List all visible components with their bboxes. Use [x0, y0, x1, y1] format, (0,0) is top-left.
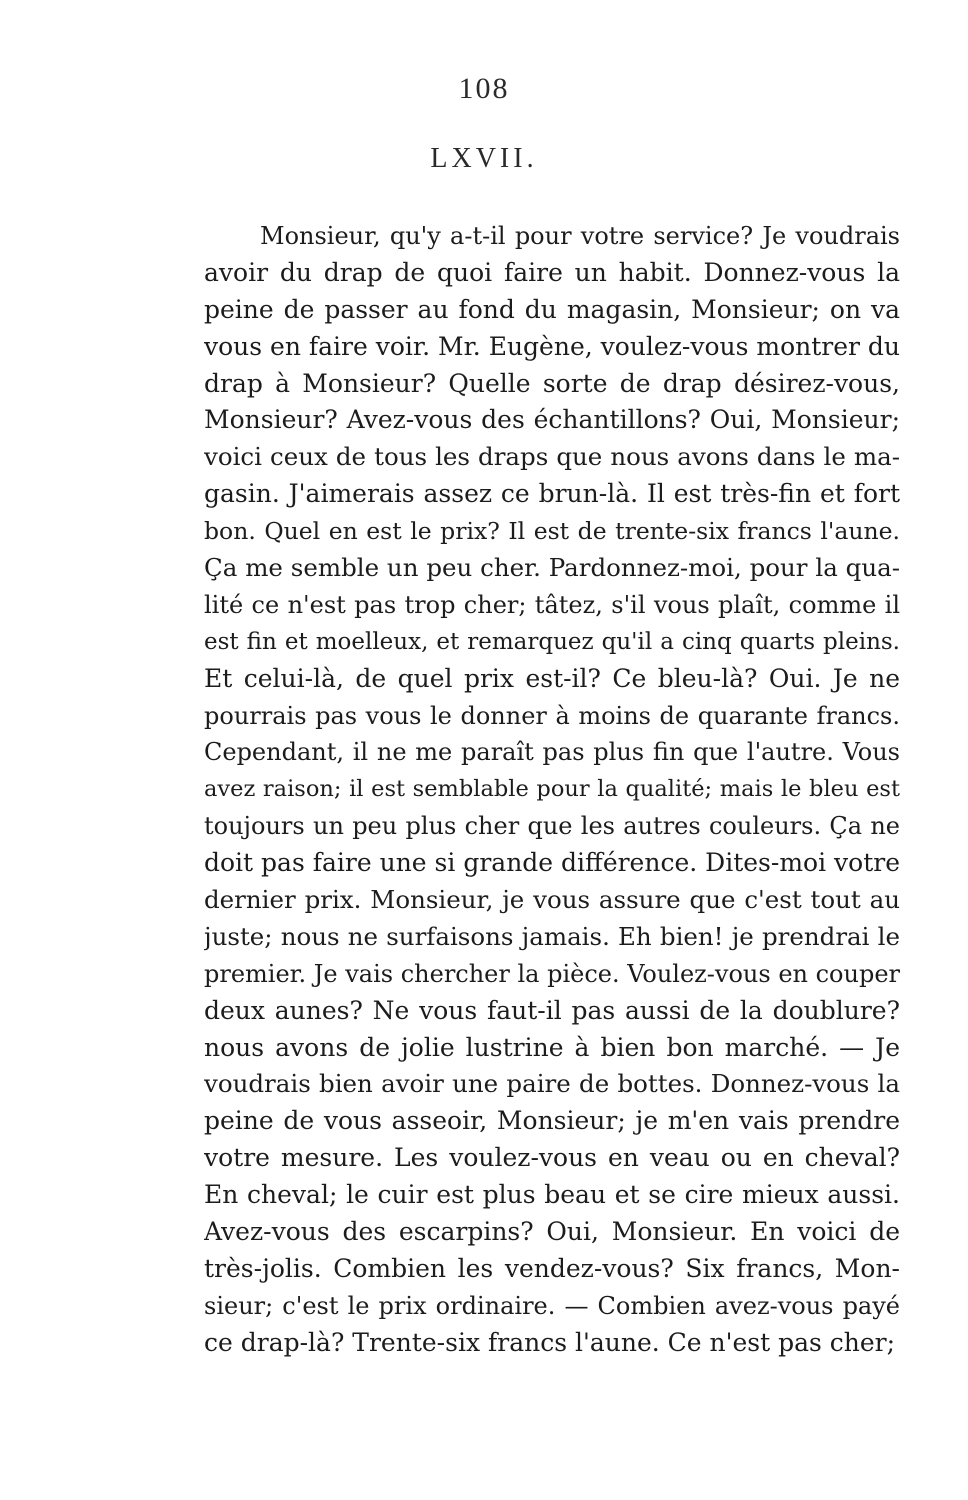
text-line: toujours un peu plus cher que les autres couleurs. Ça ne	[204, 812, 900, 841]
text-line: Avez-vous des escarpins? Oui, Monsieur. En voici de	[204, 1217, 900, 1247]
text-line: voudrais bien avoir une paire de bottes. Donnez-vous la	[204, 1069, 900, 1099]
text-line: ce drap-là? Trente-six francs l'aune. Ce n'est pas cher;	[204, 1327, 896, 1357]
text-line: dernier prix. Monsieur, je vous assure que c'est tout au	[204, 885, 900, 915]
text-line: gasin. J'aimerais assez ce brun-là. Il est très-fin et fort	[204, 479, 900, 509]
text-line: Cependant, il ne me paraît pas plus fin que l'autre. Vous	[204, 738, 900, 767]
text-line: drap à Monsieur? Quelle sorte de drap désirez-vous,	[204, 368, 900, 398]
text-line: Et celui-là, de quel prix est-il? Ce bleu-là? Oui. Je ne	[204, 663, 900, 693]
text-line: nous avons de jolie lustrine à bien bon marché. — Je	[204, 1032, 900, 1062]
text-line: est fin et moelleux, et remarquez qu'il a cinq quarts pleins.	[204, 628, 900, 655]
text-line: avez raison; il est semblable pour la qualité; mais le bleu est	[204, 776, 900, 803]
text-line: juste; nous ne surfaisons jamais. Eh bien! je prendrai le	[204, 921, 900, 951]
text-line: doit pas faire une si grande différence. Dites-moi votre	[204, 848, 900, 878]
text-line: Monsieur? Avez-vous des échantillons? Oui, Monsieur;	[204, 405, 900, 435]
body-text	[204, 218, 900, 1362]
text-line: votre mesure. Les voulez-vous en veau ou en cheval?	[204, 1143, 900, 1173]
text-line: deux aunes? Ne vous faut-il pas aussi de la doublure?	[204, 995, 900, 1025]
text-line: Monsieur, qu'y a-t-il pour votre service? Je voudrais	[260, 222, 900, 250]
text-line: avoir du drap de quoi faire un habit. Donnez-vous la	[204, 257, 900, 287]
text-line: peine de passer au fond du magasin, Monsieur; on va	[204, 294, 900, 324]
chapter-heading: LXVII.	[430, 143, 538, 174]
text-line: sieur; c'est le prix ordinaire. — Combien avez-vous payé	[204, 1291, 900, 1320]
page-number: 108	[458, 72, 510, 105]
text-line: vous en faire voir. Mr. Eugène, voulez-vous montrer du	[204, 331, 900, 361]
text-line: bon. Quel en est le prix? Il est de trente-six francs l'aune.	[204, 517, 900, 546]
text-line: lité ce n'est pas trop cher; tâtez, s'il vous plaît, comme il	[204, 590, 900, 619]
text-line: premier. Je vais chercher la pièce. Voulez-vous en couper	[204, 959, 900, 988]
text-line: très-jolis. Combien les vendez-vous? Six francs, Mon-	[204, 1253, 900, 1283]
text-line: voici ceux de tous les draps que nous avons dans le ma-	[204, 442, 900, 472]
text-line: peine de vous asseoir, Monsieur; je m'en vais prendre	[204, 1106, 900, 1136]
text-line: En cheval; le cuir est plus beau et se cire mieux aussi.	[204, 1180, 900, 1210]
text-line: pourrais pas vous le donner à moins de quarante francs.	[204, 701, 900, 730]
text-line: Ça me semble un peu cher. Pardonnez-moi, pour la qua-	[204, 553, 900, 583]
